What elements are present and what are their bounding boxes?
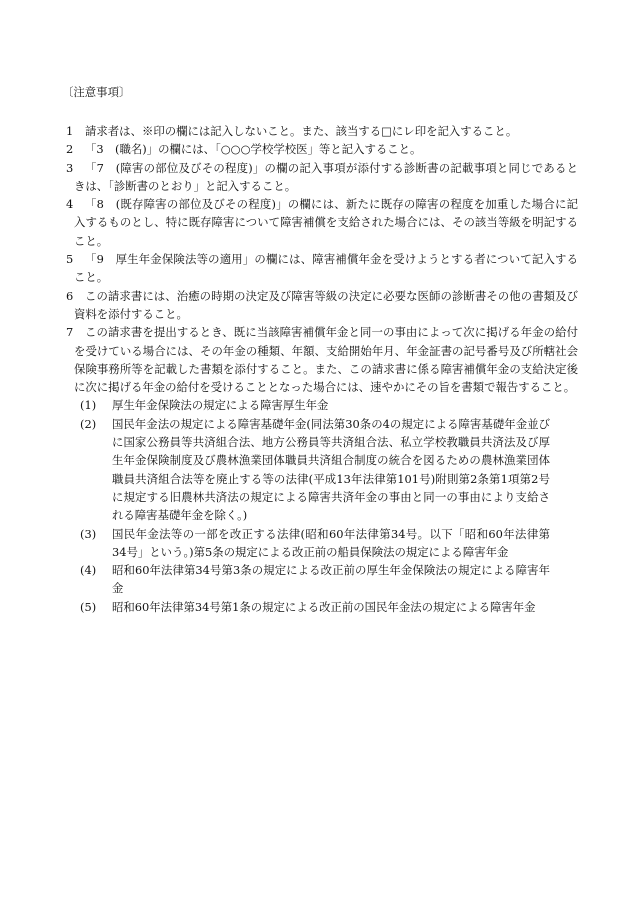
note-text: 「8 (既存障害の部位及びその程度)」の欄には、新たに既存の障害の程度を加重した場合に記入するものとし、特に既存障害について障害補償を支給された場合には、その該当等級を明記すること。 — [74, 197, 578, 248]
sub-item-number: (1) — [80, 398, 97, 413]
sub-item-number: (5) — [80, 599, 97, 614]
note-text: 「9 厚生年金保険法等の適用」の欄には、障害補償年金を受けようとする者について記入すること。 — [74, 252, 578, 285]
sub-item-text: 国民年金法の規定による障害基礎年金(同法第30条の4の規定による障害基礎年金並びに国家公務員等共済組合法、地方公務員等共済組合法、私立学校教職員共済法及び厚生年金保険制度及び農林漁業団体職員共済組合制度の統合を図るための農林漁業団体職員共済組合法等を廃止する等の法律(平成13年法律第101号)附則第2条第1項第2号に規定する旧農林共済法の規定による障害共済年金の事由と同一の事由により支給される障害基礎年金を除く。) — [112, 416, 550, 523]
sub-item-text: 昭和60年法律第34号第3条の規定による改正前の厚生年金保険法の規定による障害年金 — [112, 563, 550, 596]
note-number: 1 — [66, 124, 74, 138]
note-text: この請求書を提出するとき、既に当該障害補償年金と同一の事由によって次に掲げる年金の給付を受けている場合には、その年金の種類、年額、支給開始年月、年金証書の記号番号及び所轄社会保険事務所等を記載した書類を添付すること。また、この請求書に係る障害補償年金の支給決定後に次に掲げる年金の給付を受けることとなった場合には、速やかにその旨を書類で報告すること。 — [74, 325, 578, 395]
note-item-5 — [0, 250, 630, 287]
notes-heading: 〔注意事項〕 — [62, 85, 131, 99]
note-text: この請求書には、治癒の時期の決定及び障害等級の決定に必要な医師の診断書その他の書類及び資料を添付すること。 — [74, 288, 578, 321]
sub-item-4 — [0, 561, 630, 598]
sub-item-2 — [0, 415, 630, 525]
note-number: 3 — [66, 160, 74, 175]
sub-item-number: (3) — [80, 526, 97, 541]
note-text: 「7 (障害の部位及びその程度)」の欄の記入事項が添付する診断書の記載事項と同じであるときは、「診断書のとおり」と記入すること。 — [74, 160, 578, 193]
note-number: 6 — [66, 288, 74, 303]
sub-item-text: 国民年金法等の一部を改正する法律(昭和60年法律第34号。以下「昭和60年法律第34号」という。)第5条の規定による改正前の船員保険法の規定による障害年金 — [112, 526, 550, 559]
sub-item-1 — [0, 396, 630, 414]
notes-list — [0, 122, 630, 616]
note-number: 5 — [66, 252, 74, 267]
note-text: 「3 (職名)」の欄には、「○○○学校学校医」等と記入すること。 — [85, 142, 422, 157]
note-item-1 — [0, 122, 630, 140]
note-item-4 — [0, 195, 630, 250]
note-text: 請求者は、※印の欄には記入しないこと。また、該当する□にレ印を記入すること。 — [85, 124, 518, 138]
sub-item-text: 昭和60年法律第34号第1条の規定による改正前の国民年金法の規定による障害年金 — [112, 599, 536, 614]
sub-item-text: 厚生年金保険法の規定による障害厚生年金 — [112, 398, 329, 413]
note-item-7 — [0, 323, 630, 396]
note-item-3 — [0, 159, 630, 196]
sub-item-number: (4) — [80, 563, 97, 578]
note-number: 4 — [66, 197, 74, 212]
note-number: 2 — [66, 142, 74, 157]
sub-item-3 — [0, 525, 630, 562]
note-item-6 — [0, 287, 630, 324]
sub-item-number: (2) — [80, 416, 97, 431]
note-number: 7 — [66, 325, 74, 340]
sub-item-5 — [0, 598, 630, 616]
note-item-2 — [0, 140, 630, 158]
